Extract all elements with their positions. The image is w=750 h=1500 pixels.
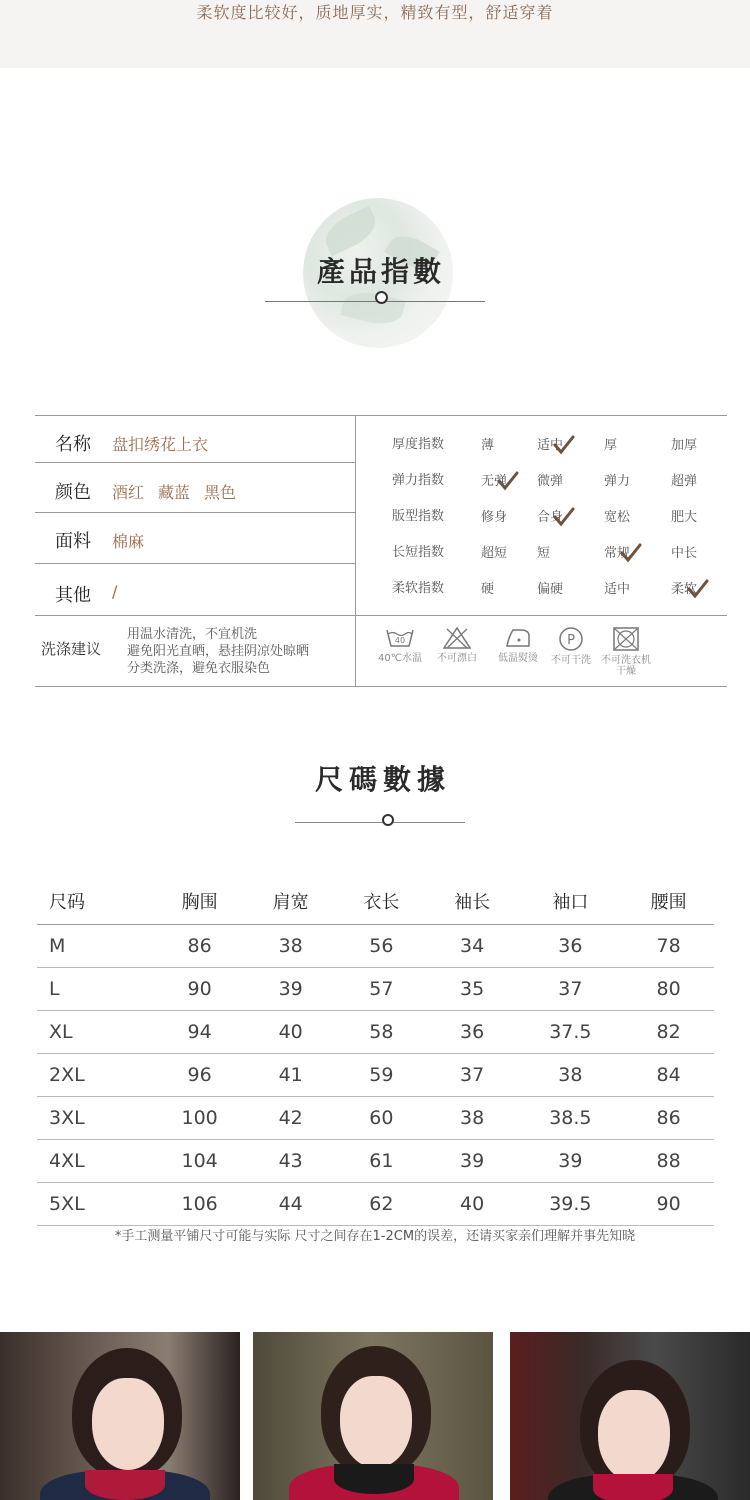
table-row <box>37 1183 714 1226</box>
info-value-item: 盘扣绣花上衣 <box>112 435 209 454</box>
index-option: 肥大 <box>671 510 698 525</box>
no-bleach-icon <box>427 626 487 664</box>
model-photo <box>0 1332 240 1500</box>
size-header-cell: 尺码 <box>37 878 154 925</box>
size-cell: 37 <box>517 968 623 1011</box>
size-cell: 82 <box>623 1011 714 1054</box>
check-icon <box>687 579 709 599</box>
index-label: 弹力指数 <box>392 473 445 488</box>
index-option: 无弹 <box>481 474 508 489</box>
size-cell: 106 <box>154 1183 245 1226</box>
size-divider <box>295 822 465 823</box>
care-label: 不可干洗 <box>551 655 591 666</box>
info-value <box>112 529 158 552</box>
table-row <box>37 1054 714 1097</box>
size-cell: 39 <box>427 1140 518 1183</box>
no-dry-clean-icon <box>541 626 601 666</box>
collar-shape <box>334 1464 414 1494</box>
table-row <box>37 968 714 1011</box>
info-row-fabric <box>35 513 355 564</box>
index-option: 合身 <box>537 510 564 525</box>
index-label: 厚度指数 <box>392 437 445 452</box>
product-index-emblem <box>265 198 485 358</box>
size-cell: 40 <box>245 1011 336 1054</box>
size-cell: 80 <box>623 968 714 1011</box>
size-cell: 86 <box>623 1097 714 1140</box>
size-section-header <box>295 758 465 828</box>
index-option: 适中 <box>604 582 631 597</box>
index-option: 超短 <box>481 546 508 561</box>
index-option: 中长 <box>671 546 698 561</box>
size-cell: 104 <box>154 1140 245 1183</box>
info-key: 面料 <box>55 531 91 552</box>
info-row-color <box>35 462 355 513</box>
size-cell: 39 <box>517 1140 623 1183</box>
size-header-cell: 袖长 <box>427 878 518 925</box>
index-option: 柔软 <box>671 582 698 597</box>
size-cell: 34 <box>427 925 518 968</box>
face-shape <box>598 1390 670 1482</box>
size-cell: 58 <box>336 1011 427 1054</box>
index-label: 长短指数 <box>392 545 445 560</box>
size-cell: 3XL <box>37 1097 154 1140</box>
size-cell: 62 <box>336 1183 427 1226</box>
info-value-item: / <box>112 582 118 601</box>
info-value-item: 黑色 <box>204 483 237 502</box>
table-row <box>37 1140 714 1183</box>
wash-temp-mark: 40 <box>394 636 406 645</box>
tagline: 柔软度比较好，质地厚实，精致有型，舒适穿着 <box>196 3 554 22</box>
info-value <box>112 582 131 601</box>
leaf-decoration <box>340 286 406 331</box>
washing-line: 用温水清洗，不宜机洗 <box>127 627 258 642</box>
no-tumble-dry-icon <box>596 626 656 677</box>
size-cell: 84 <box>623 1054 714 1097</box>
size-cell: 38.5 <box>517 1097 623 1140</box>
info-value <box>112 432 222 455</box>
size-note: *手工测量平铺尺寸可能与实际 尺寸之间存在1-2CM的误差，还请买家亲们理解并事先知晓 <box>114 1229 636 1244</box>
check-icon <box>553 507 575 527</box>
care-label: 不可洗衣机干燥 <box>601 655 651 677</box>
size-cell: 96 <box>154 1054 245 1097</box>
index-option: 弹力 <box>604 474 631 489</box>
size-cell: 90 <box>154 968 245 1011</box>
care-label: 40℃水温 <box>378 653 422 664</box>
check-icon <box>497 471 519 491</box>
leaf-decoration <box>319 206 382 256</box>
emblem-divider <box>265 301 485 302</box>
size-cell: 44 <box>245 1183 336 1226</box>
size-table <box>37 878 714 1226</box>
size-cell: 60 <box>336 1097 427 1140</box>
index-option: 厚 <box>604 438 618 453</box>
model-photo <box>253 1332 493 1500</box>
size-table-header <box>37 878 714 925</box>
size-cell: 61 <box>336 1140 427 1183</box>
info-key: 其他 <box>55 585 91 606</box>
size-cell: 40 <box>427 1183 518 1226</box>
size-cell: 38 <box>517 1054 623 1097</box>
product-index-title: 產品指數 <box>317 255 446 288</box>
size-cell: 5XL <box>37 1183 154 1226</box>
info-row-name <box>35 416 355 463</box>
care-label: 不可漂白 <box>437 653 477 664</box>
info-value <box>112 480 250 503</box>
emblem-dot-icon <box>375 291 388 304</box>
size-dot-icon <box>382 814 394 826</box>
index-option: 硬 <box>481 582 495 597</box>
washing-label: 洗涤建议 <box>41 640 102 658</box>
size-cell: M <box>37 925 154 968</box>
face-shape <box>340 1376 412 1468</box>
product-info-panel <box>35 415 727 687</box>
table-row <box>37 1011 714 1054</box>
index-option: 微弹 <box>537 474 564 489</box>
size-cell: 86 <box>154 925 245 968</box>
info-key: 颜色 <box>55 482 91 503</box>
index-option: 常规 <box>604 546 631 561</box>
check-icon <box>620 543 642 563</box>
section-divider <box>35 615 727 616</box>
low-iron-icon <box>488 626 548 664</box>
size-cell: 38 <box>245 925 336 968</box>
index-option: 薄 <box>481 438 495 453</box>
size-cell: 43 <box>245 1140 336 1183</box>
size-cell: 38 <box>427 1097 518 1140</box>
size-cell: XL <box>37 1011 154 1054</box>
face-shape <box>92 1378 164 1470</box>
size-cell: 39 <box>245 968 336 1011</box>
wash-40-icon <box>370 626 430 664</box>
size-title: 尺碼數據 <box>315 763 452 796</box>
info-value-item: 棉麻 <box>112 532 145 551</box>
size-header-cell: 肩宽 <box>245 878 336 925</box>
washing-line: 分类洗涤，避免衣服染色 <box>127 661 271 676</box>
size-cell: 90 <box>623 1183 714 1226</box>
model-photo <box>510 1332 750 1500</box>
size-cell: 56 <box>336 925 427 968</box>
table-row <box>37 925 714 968</box>
info-row-other <box>35 564 355 616</box>
size-header-cell: 腰围 <box>623 878 714 925</box>
collar-shape <box>593 1474 673 1500</box>
size-cell: 78 <box>623 925 714 968</box>
top-band <box>0 0 750 68</box>
size-header-cell: 袖口 <box>517 878 623 925</box>
size-cell: 41 <box>245 1054 336 1097</box>
info-value-item: 酒红 <box>112 483 145 502</box>
size-cell: 88 <box>623 1140 714 1183</box>
care-label: 低温熨烫 <box>498 653 538 664</box>
dry-clean-mark: P <box>567 633 575 648</box>
size-header-cell: 胸围 <box>154 878 245 925</box>
index-option: 加厚 <box>671 438 698 453</box>
size-cell: 42 <box>245 1097 336 1140</box>
washing-line: 避免阳光直晒，悬挂阴凉处晾晒 <box>127 644 310 659</box>
size-cell: L <box>37 968 154 1011</box>
index-option: 修身 <box>481 510 508 525</box>
index-option: 偏硬 <box>537 582 564 597</box>
index-option: 短 <box>537 546 551 561</box>
size-cell: 4XL <box>37 1140 154 1183</box>
index-label: 版型指数 <box>392 509 445 524</box>
size-cell: 2XL <box>37 1054 154 1097</box>
collar-shape <box>85 1470 165 1500</box>
size-cell: 94 <box>154 1011 245 1054</box>
table-row <box>37 1097 714 1140</box>
size-cell: 59 <box>336 1054 427 1097</box>
size-header-cell: 衣长 <box>336 878 427 925</box>
washing-advice <box>127 626 309 677</box>
size-cell: 36 <box>427 1011 518 1054</box>
size-cell: 37.5 <box>517 1011 623 1054</box>
index-option: 超弹 <box>671 474 698 489</box>
index-label: 柔软指数 <box>392 581 445 596</box>
vertical-divider <box>355 416 356 686</box>
size-cell: 36 <box>517 925 623 968</box>
info-value-item: 藏蓝 <box>158 483 191 502</box>
size-cell: 37 <box>427 1054 518 1097</box>
size-cell: 39.5 <box>517 1183 623 1226</box>
size-cell: 57 <box>336 968 427 1011</box>
index-option: 适中 <box>537 438 564 453</box>
info-key: 名称 <box>55 434 91 455</box>
index-option: 宽松 <box>604 510 631 525</box>
size-cell: 100 <box>154 1097 245 1140</box>
size-cell: 35 <box>427 968 518 1011</box>
check-icon <box>553 435 575 455</box>
